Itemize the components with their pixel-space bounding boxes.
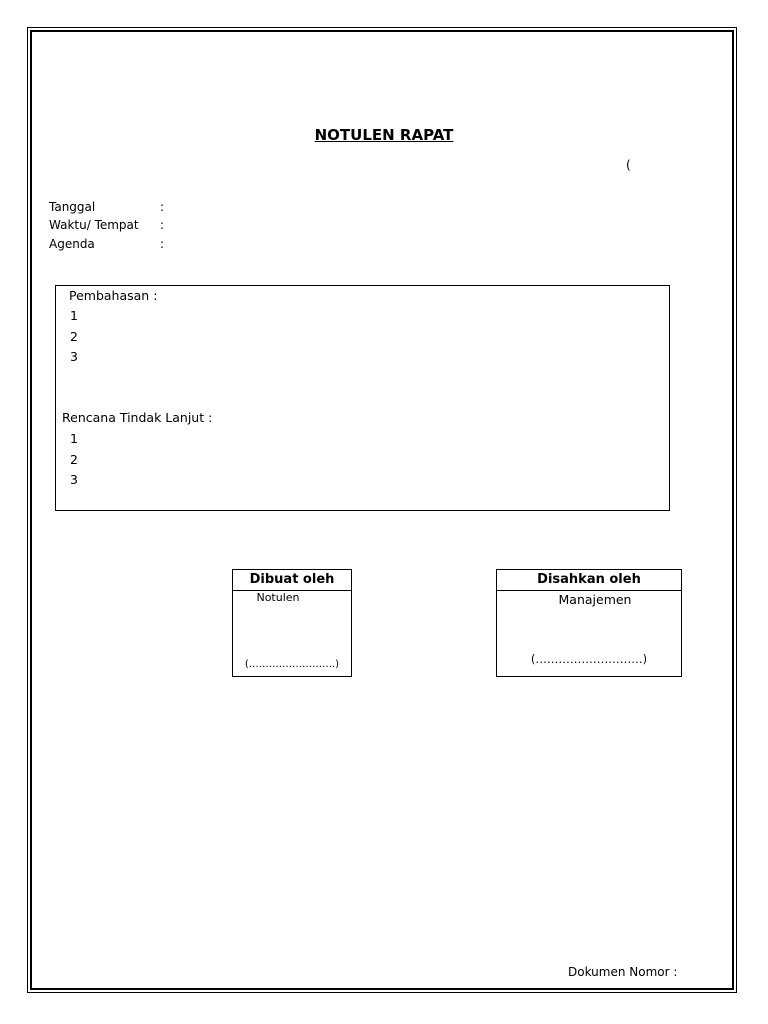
field-label-tanggal: Tanggal [49,200,96,214]
field-colon-tanggal: : [160,200,165,214]
rtl-item-1: 1 [70,431,78,446]
pembahasan-item-3: 3 [70,349,78,364]
field-colon-waktu-tempat: : [160,218,165,232]
pembahasan-item-2: 2 [70,329,78,344]
signature-box-approved [496,569,682,677]
signature-heading-created: Dibuat oleh [233,570,351,591]
field-label-agenda: Agenda [49,237,95,251]
pembahasan-item-1: 1 [70,308,78,323]
signature-box-created [232,569,352,677]
rtl-item-2: 2 [70,452,78,467]
opening-parenthesis: ( [626,158,631,172]
rtl-item-3: 3 [70,472,78,487]
signature-role-created: Notulen [256,591,300,604]
field-label-waktu-tempat: Waktu/ Tempat [49,218,139,232]
signature-role-approved: Manajemen [558,592,632,607]
pembahasan-label: Pembahasan : [69,288,158,303]
document-title: NOTULEN RAPAT [314,126,454,144]
rencana-tindak-lanjut-label: Rencana Tindak Lanjut : [62,410,213,425]
document-number-label: Dokumen Nomor : [568,965,678,979]
signature-name-placeholder-approved: (……………………….) [530,652,648,666]
field-colon-agenda: : [160,237,165,251]
signature-heading-approved: Disahkan oleh [497,570,681,591]
signature-name-placeholder-created: (……………………..) [244,659,340,670]
discussion-box [55,285,670,511]
